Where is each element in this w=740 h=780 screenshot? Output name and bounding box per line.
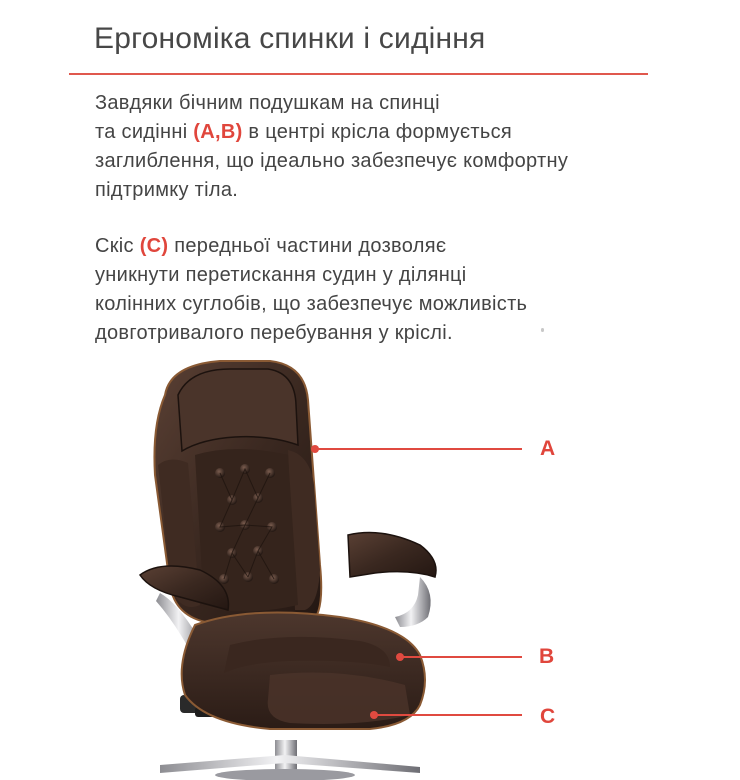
stray-dot bbox=[541, 328, 544, 332]
chair-base bbox=[160, 740, 420, 780]
office-chair-image bbox=[120, 355, 450, 780]
title-underline bbox=[69, 73, 648, 75]
paragraph2-line1 bbox=[95, 232, 527, 261]
marker-c: (С) bbox=[139, 235, 169, 257]
paragraph1-line3: заглиблення, що ідеально забезпечує комфортну bbox=[95, 150, 569, 172]
chair-armrest-right bbox=[348, 533, 436, 627]
paragraph2-line3: колінних суглобів, що забезпечує можливість bbox=[95, 293, 528, 315]
callout-b-line bbox=[401, 656, 522, 658]
paragraph2-line2: уникнути перетискання судин у ділянці bbox=[95, 264, 467, 286]
paragraph1-line1: Завдяки бічним подушкам на спинці bbox=[95, 92, 440, 114]
marker-ab: (А,В) bbox=[193, 121, 243, 143]
callout-a-line bbox=[316, 448, 522, 450]
paragraph1-line2-before: та сидінні bbox=[95, 121, 194, 143]
paragraph1-line2-after: в центрі крісла формується bbox=[242, 121, 513, 143]
paragraph1-line4: підтримку тіла. bbox=[95, 179, 239, 201]
callout-b-label: B bbox=[539, 645, 555, 668]
paragraph2-line1-before: Скіс bbox=[95, 235, 140, 257]
paragraph1-line2 bbox=[95, 118, 568, 147]
callout-c-label: C bbox=[540, 705, 556, 728]
paragraph2-line4: довготривалого перебування у кріслі. bbox=[95, 322, 453, 344]
callout-a-label: A bbox=[540, 437, 556, 460]
paragraph-front-slope bbox=[95, 232, 527, 348]
chair-seat bbox=[182, 613, 425, 730]
page-title: Ергономіка спинки і сидіння bbox=[94, 22, 486, 55]
paragraph2-line1-after: передньої частини дозволяє bbox=[168, 235, 447, 257]
callout-c-line bbox=[375, 714, 522, 716]
paragraph-back-seat bbox=[95, 89, 568, 205]
